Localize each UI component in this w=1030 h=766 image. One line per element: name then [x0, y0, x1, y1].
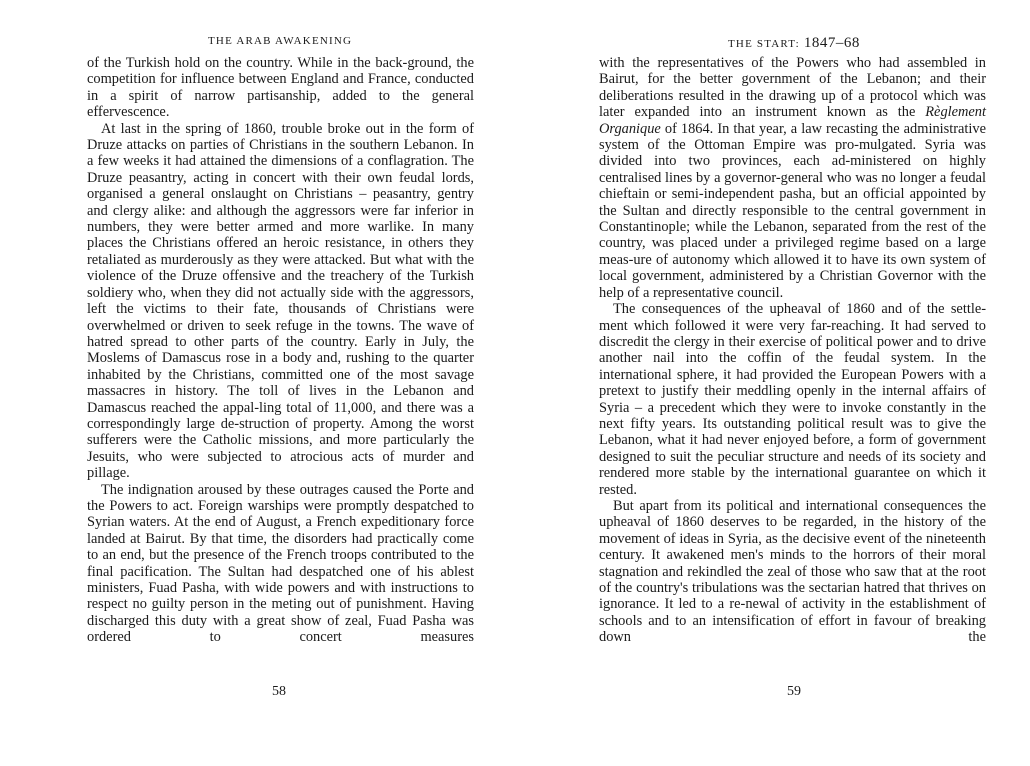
paragraph: The indignation aroused by these outrages caused the Porte and the Powers to act. Foreign warships were promptly despatched to Syrian waters. At the end of August, a French expeditionary force landed at Bairut. By that time, the disorders had practically come to an end, but the presence of the French troops contributed to the final pacification. The Sultan had despatched one of his ablest ministers, Fuad Pasha, with wide powers and with instructions to respect no guilty person in the meting out of punishment. Having discharged this duty with a great show of zeal, Fuad Pasha was ordered to concert measures: [87, 481, 474, 646]
italic-title: Règlement Organique: [599, 104, 986, 137]
paragraph: The consequences of the upheaval of 1860 and of the settle-ment which followed it were very far-reaching. It had served to discredit the clergy in their exercise of political power and to drive another nail into the coffin of the feudal system. In the international sphere, it had provided the European Powers with a pretext to justify their meddling openly in the internal affairs of Syria – a precedent which they were to invoke constantly in the next fifty years. Its outstanding political result was to give the Lebanon, what it had never enjoyed before, a form of government designed to suit the peculiar structure and needs of its society and rendered more stable by the international guarantee on which it rested.: [599, 301, 986, 498]
paragraph: But apart from its political and international consequences the upheaval of 1860 deserves to be regarded, in the history of the movement of ideas in Syria, as the decisive event of the nineteenth century. It awakened men's minds to the horrors of their moral stagnation and rekindled the zeal of those who saw that at the root of the country's tribulations was the sectarian hatred that thrives on ignorance. It led to a re-newal of activity in the establishment of schools and to an intensification of effort in favour of breaking down the: [599, 497, 986, 646]
paragraph-text: of 1864. In that year, a law recasting the administrative system of the Ottoman Empire was pro-mulgated. Syria was divided into two provinces, each ad-ministered on highly centralised lines by a governor-general who was no longer a feudal chieftain or semi-independent pasha, but an official appointed by the Sultan and directly responsible to the central government in Constantinople; while the Lebanon, separated from the rest of the country, was placed under a privileged regime based on a large meas-ure of autonomy which allowed it to have its own system of local government, administered by a Christian Governor with the help of a representative council.: [599, 120, 986, 301]
body-text: [599, 55, 986, 646]
paragraph: [599, 55, 986, 301]
page-number: 58: [272, 684, 286, 699]
right-page: [515, 0, 1030, 766]
running-head: [728, 35, 860, 52]
paragraph-text: with the representatives of the Powers who had assembled in Bairut, for the better government of the Lebanon; and their deliberations resulted in the drawing up of a protocol which was later expanded into an instrument known as the: [599, 55, 986, 121]
running-head-years: 1847–68: [803, 35, 860, 51]
page-number: 59: [787, 684, 801, 699]
paragraph: At last in the spring of 1860, trouble broke out in the form of Druze attacks on parties of Christians in the southern Lebanon. In a few weeks it had attained the dimensions of a conflagration. The Druze peasantry, acting in concert with their own feudal lords, organised a general onslaught on Christians – peasantry, gentry and clergy alike: and although the aggressors were far inferior in numbers, they were better armed and more warlike. In many places the Christians offered an heroic resistance, in others they retaliated as murderously as they were attacked. But what with the violence of the Druze offensive and the treachery of the Turkish soldiery who, when they did not actually side with the aggressors, left the victims to their fate, thousands of Christians were overwhelmed or driven to seek refuge in the towns. The wave of hatred spread to other parts of the country. Early in July, the Moslems of Damascus rose in a body and, rushing to the quarter inhabited by the Christians, committed one of the most savage massacres in history. The toll of lives in the Lebanon and Damascus reached the appal-ling total of 11,000, and there was a correspondingly large de-struction of property. Among the worst sufferers were the Catholic missions, and more particularly the Jesuits, who were subjected to atrocious acts of murder and pillage.: [87, 120, 474, 482]
paragraph: of the Turkish hold on the country. While in the back-ground, the competition for influence between England and France, conducted in a spirit of narrow partisanship, added to the general effervescence.: [87, 55, 474, 121]
body-text: [87, 55, 474, 646]
running-head: THE ARAB AWAKENING: [208, 35, 353, 47]
running-head-title: THE START:: [728, 38, 800, 50]
